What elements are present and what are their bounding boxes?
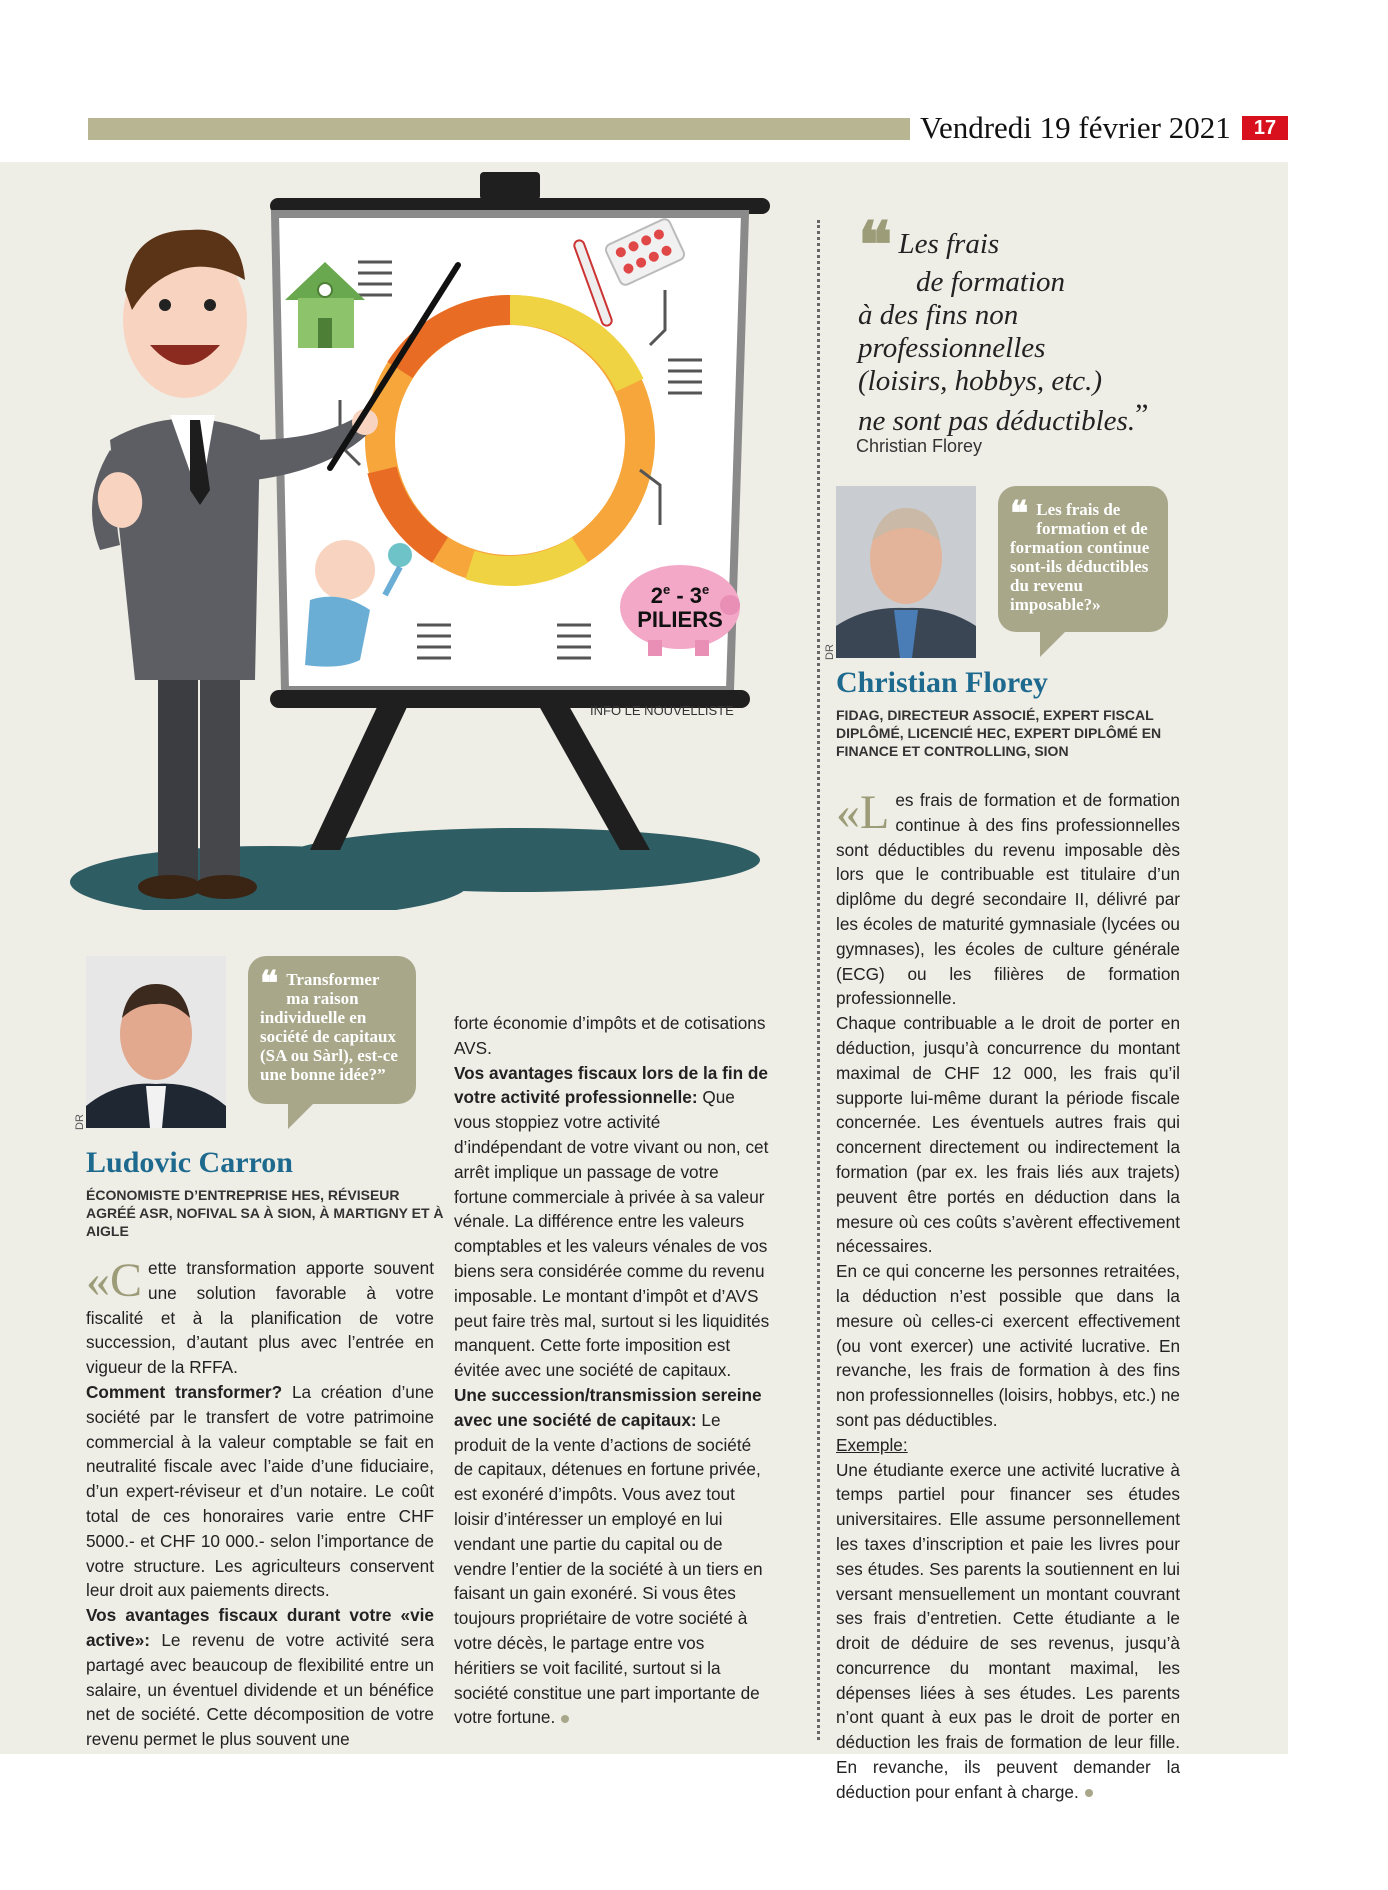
subheading: Une succession/transmission sereine avec une société de capitaux: — [454, 1384, 762, 1430]
header-rule — [88, 118, 910, 140]
pull-quote — [858, 210, 1188, 438]
pull-quote-line: à des fins non — [858, 299, 1019, 331]
bubble-tail-right — [1040, 631, 1066, 657]
subheading: Vos avantages fiscaux lors de la fin de votre activité professionnelle: — [454, 1062, 768, 1108]
floor-shadow-right — [280, 828, 760, 892]
pillars-label-line2: PILIERS — [637, 607, 723, 632]
subheading: Comment transformer? — [86, 1381, 283, 1402]
expert-role-left: ÉCONOMISTE D’ENTREPRISE HES, RÉVISEUR AGRÉÉ ASR, NOFIVAL SA À SION, À MARTIGNY ET À AIGLE — [86, 1187, 444, 1239]
article-column-left: «C ette transformation apporte souvent une solution favorable à votre fiscalité et à la planification de votre succession, d’autant plus avec l’entrée en vigueur de la RFFA. Comment transformer? La création d’une société par le transfert de votre patrimoine commercial à la valeur comptable se fait en neutralité fiscale avec l’aide d’une fiduciaire, d’un expert-réviseur et d’un notaire. Le coût total de ces honoraires varie entre CHF 5000.- et CHF 10 000.- selon l’importance de votre structure. Les agriculteurs conservent leur droit aux paiements directs. Vos avantages fiscaux durant votre «vie active»: Le revenu de votre activité sera partagé avec beaucoup de flexibilité entre un salaire, un éventuel dividende et un bénéfice net de société. Cette décomposition de votre revenu permet le plus souvent une — [86, 1254, 434, 1750]
pull-quote-line: professionnelles — [858, 332, 1046, 364]
column-separator — [817, 220, 820, 1740]
example-label: Exemple: — [836, 1434, 908, 1455]
pillars-label-line1: 2e - 3e — [650, 582, 710, 608]
issue-date: Vendredi 19 février 2021 — [920, 110, 1231, 145]
pull-quote-line: Les frais — [898, 228, 1000, 260]
article-column-right: «L es frais de formation et de formation continue à des fins professionnelles sont déductibles du revenu imposable dès lors que le contribuable est titulaire d’un diplôme du degré secondaire II, délivré par les écoles de maturité gymnasiale (lycées ou gymnases), les écoles de culture générale (ECG) ou les filières de formation professionnelle. Chaque contribuable a le droit de porter en déduction, jusqu’à concurrence du montant maximal de CHF 12 000, les frais qu’il supporte lui-même durant la période fiscale concernée. Les éventuels autres frais qui concernent directement ou indirectement la formation (par ex. les frais liés aux trajets) peuvent être portés en déduction dans la mesure où ces coûts s’avèrent effectivement nécessaires. En ce qui concerne les personnes retraitées, la déduction n’est possible que dans la mesure où celles-ci exercent effectivement (ou vont exercer) une activité lucrative. En revanche, les frais de formation à des fins non professionnelles (loisirs, hobbys, etc.) ne sont pas déductibles. Exemple: Une étudiante exerce une activité lucrative à temps partiel pour financer ses études universitaires. Elle assume personnellement les taxes d’inscription et paie les livres pour ses études. Ses parents la soutiennent en lui versant mensuellement un montant couvrant ses frais d’entretien. Cette étudiante a le droit de déduire de ses revenus, jusqu’à concurrence du montant maximal, les dépenses liées à ses études. Les parents n’ont quant à eux pas le droit de porter en déduction les frais de formation de leur fille. En revanche, ils peuvent demander la déduction pour enfant à charge. — [836, 786, 1180, 1802]
end-bullet — [561, 1715, 569, 1723]
question-bubble-right: ❝ Les frais de formation et de formation continue sont-ils déductibles du revenu imposable?» — [998, 486, 1168, 632]
expert-name-right: Christian Florey — [836, 666, 1048, 699]
subheading: Vos avantages fiscaux durant votre «vie active»: — [86, 1605, 434, 1650]
open-quote-icon: ❝ — [858, 210, 893, 281]
close-quote-icon: ” — [1135, 398, 1149, 431]
pull-quote-line: de formation — [916, 266, 1066, 298]
end-bullet — [1085, 1789, 1093, 1797]
pull-quote-line: ne sont pas déductibles. — [858, 405, 1136, 437]
pull-quote-author: Christian Florey — [856, 436, 983, 456]
page-number: 17 — [1242, 116, 1288, 140]
bubble-tail-left — [288, 1103, 314, 1129]
expert-role-right: FIDAG, DIRECTEUR ASSOCIÉ, EXPERT FISCAL DIPLÔMÉ, LICENCIÉ HEC, EXPERT DIPLÔMÉ EN FINANCE ET CONTROLLING, SION — [836, 707, 1162, 759]
expert-name-left: Ludovic Carron — [86, 1146, 293, 1179]
baby-figure — [315, 540, 375, 600]
quote-icon: ❝ — [1010, 496, 1029, 533]
avatar-christian-florey — [836, 486, 976, 658]
article-column-middle: forte économie d’impôts et de cotisations AVS. Vos avantages fiscaux lors de la fin de votre activité professionnelle: Que vous stoppiez votre activité d’indépendant de votre vivant ou non, cet arrêt implique un passage de votre fortune commerciale à privée à sa valeur vénale. La différence entre les valeurs comptables et les valeurs vénales de vos biens sera considérée comme du revenu imposable. Le montant d’impôt et d’AVS peut faire très mal, surtout si les liquidités manquent. Cette forte imposition est évitée avec une société de capitaux. Une succession/transmission sereine avec une société de capitaux: Le produit de la vente d’actions de société de capitaux, détenues en fortune privée, est exonéré d’impôts. Vous avez tout loisir d’intéresser un employé en lui vendant une partie du capital ou de vendre l’entier de la société à un tiers en faisant un gain exonéré. Si vous êtes toujours propriétaire de votre société à votre décès, le partage entre vos héritiers se voit facilité, surtout si la société constitue une part importante de votre fortune. — [454, 1013, 770, 1728]
question-bubble-left: ❝ Transformer ma raison individuelle en société de capitaux (SA ou Sàrl), est-ce une bonne idée?” — [248, 956, 416, 1104]
drop-cap: «L — [836, 786, 890, 839]
photo-credit-right: DR — [824, 644, 836, 660]
presenter-illustration — [40, 170, 780, 910]
avatar-ludovic-carron — [86, 956, 226, 1128]
photo-credit-left: DR — [74, 1114, 86, 1130]
quote-icon: ❝ — [260, 966, 279, 1003]
pull-quote-line: (loisirs, hobbys, etc.) — [858, 365, 1103, 397]
drop-cap: «C — [86, 1254, 143, 1307]
illustration-credit: INFO LE NOUVELLISTE — [590, 703, 734, 718]
easel-leg-left — [310, 690, 415, 850]
